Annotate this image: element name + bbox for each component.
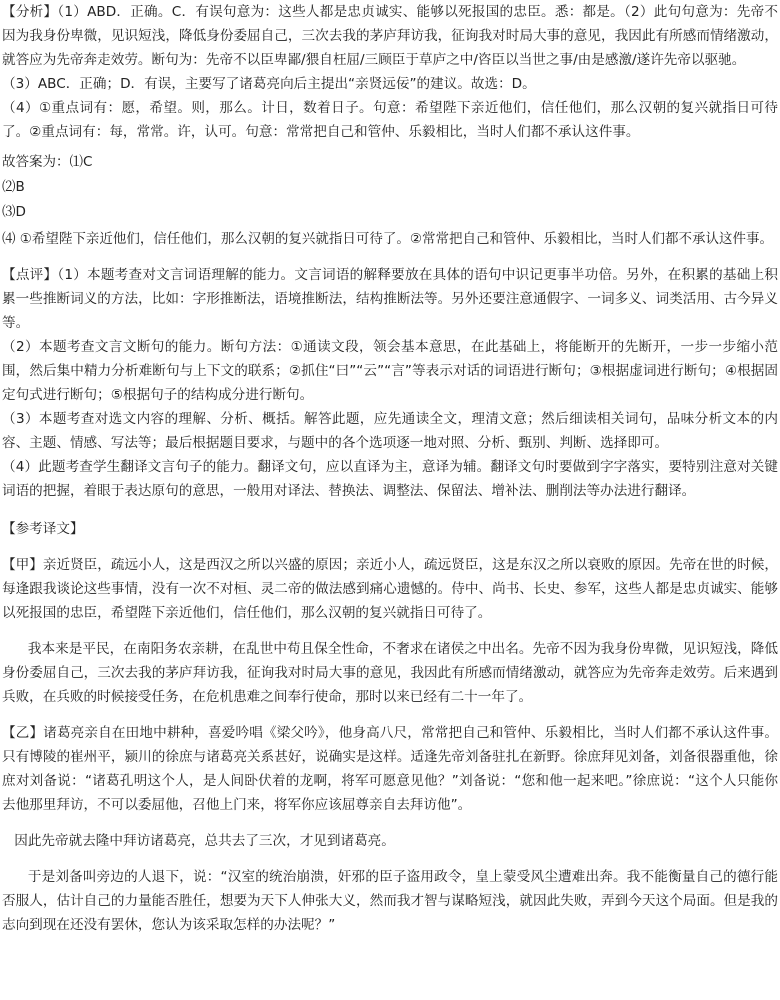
answer-line-1: 故答案为：⑴C	[2, 154, 93, 170]
answer-line-2: ⑵B	[2, 179, 25, 195]
comment-paragraph-1: 【点评】（1）本题考查对文言词语理解的能力。文言词语的解释要放在具体的语句中识记更事半功倍。另外，在积累的基础上积累一些推断词义的方法，比如：字形推断法，语境推断法，结构推断法等。另外还要注意通假字、一词多义、词类活用、古今异义等。	[2, 267, 778, 331]
analysis-paragraph-2: （3）ABC．正确；D．有误，主要写了诸葛亮向后主提出“亲贤远佞”的建议。故选：D。	[2, 76, 536, 92]
translation-header: 【参考译文】	[2, 521, 84, 537]
translation-jia-paragraph-1: 【甲】亲近贤臣，疏远小人，这是西汉之所以兴盛的原因；亲近小人，疏远贤臣，这是东汉之所以衰败的原因。先帝在世的时候，每逢跟我谈论这些事情，没有一次不对桓、灵二帝的做法感到痛心遗憾的。侍中、尚书、长史、参军，这些人都是忠贞诚实、能够以死报国的忠臣，希望陛下亲近他们，信任他们，那么汉朝的复兴就指日可待了。	[2, 557, 778, 621]
translation-yi-paragraph-3: 于是刘备叫旁边的人退下，说：“汉室的统治崩溃，奸邪的臣子盗用政令，皇上蒙受风尘遭难出奔。我不能衡量自己的德行能否服人，估计自己的力量能否胜任，想要为天下人伸张大义，然而我才智与谋略短浅，就因此失败，弄到今天这个局面。但是我的志向到现在还没有罢休，您认为该采取怎样的办法呢？”	[2, 869, 778, 933]
translation-yi-paragraph-2: 因此先帝就去隆中拜访诸葛亮，总共去了三次，才见到诸葛亮。	[14, 833, 395, 849]
answer-line-3: ⑶D	[2, 204, 26, 220]
answer-line-4: ⑷ ①希望陛下亲近他们，信任他们，那么汉朝的复兴就指日可待了。②常常把自己和管仲、乐毅相比，当时人们都不承认这件事。	[2, 231, 773, 247]
analysis-paragraph-1: 【分析】（1）ABD．正确。C．有误句意为：这些人都是忠贞诚实、能够以死报国的忠臣。悉：都是。（2）此句句意为：先帝不因为我身份卑微，见识短浅，降低身份委屈自己，三次去我的茅庐拜访我，征询我对时局大事的意见，我因此有所感而情绪激动，就答应为先帝奔走效劳。断句为：先帝不以臣卑鄙/猥自枉屈/三顾臣于草庐之中/咨臣以当世之事/由是感激/遂许先帝以驱驰。	[2, 4, 778, 68]
comment-paragraph-3: （3）本题考查对选文内容的理解、分析、概括。解答此题，应先通读全文，理清文意；然后细读相关词句，品味分析文本的内容、主题、情感、写法等；最后根据题目要求，与题中的各个选项逐一地对照、分析、甄别、判断、选择即可。	[2, 411, 778, 451]
translation-yi-paragraph-1: 【乙】诸葛亮亲自在田地中耕种，喜爱吟唱《梁父吟》，他身高八尺，常常把自己和管仲、乐毅相比，当时人们都不承认这件事。只有博陵的崔州平，颍川的徐庶与诸葛亮关系甚好，说确实是这样。适逢先帝刘备驻扎在新野。徐庶拜见刘备，刘备很器重他，徐庶对刘备说：“诸葛孔明这个人，是人间卧伏着的龙啊，将军可愿意见他？”刘备说：“您和他一起来吧。”徐庶说：“这个人只能你去他那里拜访，不可以委屈他，召他上门来，将军你应该屈尊亲自去拜访他”。	[2, 725, 778, 813]
translation-jia-paragraph-2: 我本来是平民，在南阳务农亲耕，在乱世中苟且保全性命，不奢求在诸侯之中出名。先帝不因为我身份卑微，见识短浅，降低身份委屈自己，三次去我的茅庐拜访我，征询我对时局大事的意见，我因此有所感而情绪激动，就答应为先帝奔走效劳。后来遇到兵败，在兵败的时候接受任务，在危机患难之间奉行使命，那时以来已经有二十一年了。	[2, 641, 778, 705]
comment-paragraph-4: （4）此题考查学生翻译文言句子的能力。翻译文句，应以直译为主，意译为辅。翻译文句时要做到字字落实，要特别注意对关键词语的把握，着眼于表达原句的意思，一般用对译法、替换法、调整法、保留法、增补法、删削法等办法进行翻译。	[2, 459, 778, 499]
comment-paragraph-2: （2）本题考查文言文断句的能力。断句方法：①通读文段，领会基本意思，在此基础上，将能断开的先断开，一步一步缩小范围，然后集中精力分析难断句与上下文的联系；②抓住“曰”“云”“言”等表示对话的词语进行断句；③根据虚词进行断句；④根据固定句式进行断句；⑤根据句子的结构成分进行断句。	[2, 339, 778, 403]
analysis-paragraph-3: （4）①重点词有：愿，希望。则，那么。计日，数着日子。句意：希望陛下亲近他们，信任他们，那么汉朝的复兴就指日可待了。②重点词有：每，常常。许，认可。句意：常常把自己和管仲、乐毅相比，当时人们都不承认这件事。	[2, 100, 778, 140]
